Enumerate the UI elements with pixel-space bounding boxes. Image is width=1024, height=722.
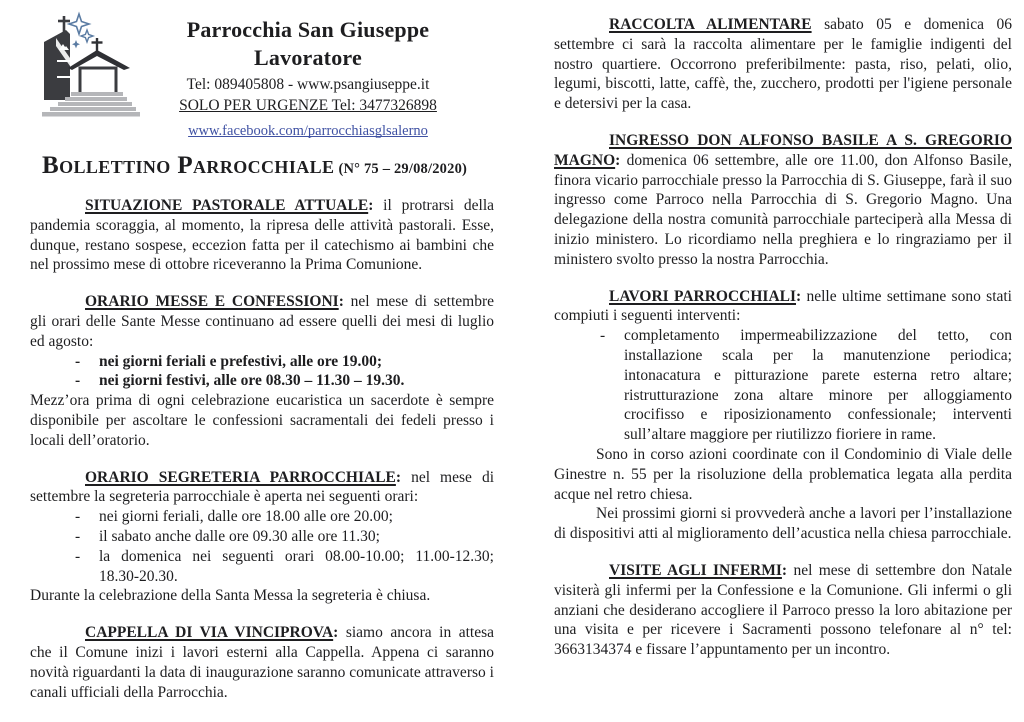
church-logo-icon (30, 8, 145, 120)
bulletin-issue-number: (N° 75 – 29/08/2020) (338, 161, 468, 177)
section-paragraph (554, 15, 1012, 114)
heading-separator: : (615, 151, 627, 169)
section-paragraph (554, 131, 1012, 270)
section-paragraph (30, 468, 494, 508)
right-column (554, 15, 1012, 660)
list-item-text: la domenica nei seguenti orari 08.00-10.00; 11.00-12.30; 18.30-20.30. (99, 547, 494, 585)
facebook-link[interactable]: www.facebook.com/parrocchiasglsalerno (188, 122, 428, 139)
heading-separator: : (781, 561, 794, 579)
section-text: domenica 06 settembre, alle ore 11.00, don Alfonso Basile, finora vicario parrocchiale presso la Parrocchia di S. Giuseppe, farà il suo ingresso come Parroco nella Parrocchia di S. Gregorio Magno. Una delegazione della nostra comunità parrocchiale parteciperà alla Messa di inizio ministero. Lo ricordiamo nella preghiera e lo ringraziamo per il ministero svolto presso la nostra Parrocchia. (554, 151, 1012, 268)
facebook-line (138, 121, 478, 141)
heading-separator: : (796, 287, 807, 305)
section-text: nel mese di settembre don Natale visiterà gli infermi per la Confessione e la Comunione. Gli infermi o gli anziani che desiderano accogliere il Parroco presso la loro abitazione per una visita e per ricevere i Sacramenti possono telefonare al n° tel: 3663134374 e fissare l’appuntamento per un incontro. (554, 561, 1012, 659)
section-paragraph (30, 292, 494, 351)
heading-separator: : (333, 624, 346, 642)
list-item (30, 352, 494, 372)
section-orario-messe (30, 292, 494, 450)
section-closing-text: Mezz’ora prima di ogni celebrazione eucaristica un sacerdote è sempre disponibile per ascoltare le confessioni sacramentali dei fedeli presso i locali dell’oratorio. (30, 392, 494, 449)
section-text: sabato 05 e domenica 06 settembre ci sarà la raccolta alimentare per le famiglie indigenti del nostro quartiere. Occorrono preferibilmente: pasta, riso, pelati, olio, legumi, biscotti, latte, caffè, the, zucchero, prodotti per l'igiene personale e detersivi per la casa. (554, 16, 1013, 113)
parish-name: Parrocchia San Giuseppe Lavoratore (186, 17, 430, 70)
heading-separator: : (338, 293, 351, 311)
heading-separator: : (395, 468, 412, 486)
section-closing-text: Durante la celebrazione della Santa Messa la segreteria è chiusa. (30, 587, 431, 605)
list-item-text: nei giorni festivi, alle ore 08.30 – 11.30 – 19.30. (99, 372, 405, 390)
section-text: nel mese di settembre la segreteria parrocchiale è aperta nei seguenti orari: (30, 468, 494, 506)
section-heading: VISITE AGLI INFERMI (609, 561, 782, 579)
bullet-dash: - (75, 547, 81, 565)
list-item-text: nei giorni feriali, dalle ore 18.00 alle ore 20.00; (99, 508, 393, 526)
section-heading: RACCOLTA ALIMENTARE (609, 16, 812, 33)
parish-contact-line: Tel: 089405808 - www.psangiuseppe.it (186, 76, 430, 93)
list-item (30, 371, 494, 391)
bullet-dash: - (75, 508, 81, 526)
logo-sparkles (69, 14, 93, 48)
heading-separator: : (368, 197, 384, 214)
section-paragraph (554, 287, 1012, 327)
section-lavori-parrocchiali (554, 287, 1012, 544)
bullet-dash: - (600, 327, 606, 345)
list-item-text: completamento impermeabilizzazione del tetto, con installazione scala per la manutenzione periodica; intonacatura e pitturazione parete esterna retro altare; ristrutturazione zona altare minore per alloggiamento crocifisso e riposizionamento confessionale; interventi sull’altare maggiore per riutilizzo fioriere in rame. (624, 327, 1012, 444)
header (138, 16, 478, 141)
section-heading: LAVORI PARROCCHIALI (609, 287, 797, 305)
section-visite-infermi (554, 561, 1012, 660)
parish-urgent-line: SOLO PER URGENZE Tel: 3477326898 (179, 97, 437, 115)
list-item-text: nei giorni feriali e prefestivi, alle ore 19.00; (99, 352, 383, 370)
list-item (30, 507, 494, 527)
section-paragraph (30, 623, 494, 702)
section-text: nel mese di settembre gli orari delle Sante Messe continuano ad essere quelli dei mesi di luglio ed agosto: (30, 293, 494, 350)
section-heading: INGRESSO DON ALFONSO BASILE A S. GREGORIO MAGNO (554, 131, 1012, 169)
left-column (30, 196, 494, 702)
list-item (30, 547, 494, 587)
section-heading: ORARIO SEGRETERIA PARROCCHIALE (85, 468, 396, 486)
section-heading: SITUAZIONE PASTORALE ATTUALE (85, 197, 369, 214)
list-item (554, 326, 1012, 445)
bulletin-title-text: Bollettino Parrocchiale (42, 152, 335, 179)
section-situazione-pastorale (30, 196, 494, 275)
section-text: nelle ultime settimane sono stati compiuti i seguenti interventi: (554, 287, 1012, 325)
section-heading: ORARIO MESSE E CONFESSIONI (85, 293, 339, 311)
heading-separator (812, 16, 825, 33)
section-text-paragraph: Nei prossimi giorni si provvederà anche a lavori per l’installazione di dispositivi atti al miglioramento dell’acustica nella chiesa parrocchiale. (554, 505, 1012, 543)
section-heading: CAPPELLA DI VIA VINCIPROVA (85, 624, 334, 642)
bullet-dash: - (75, 372, 81, 390)
parish-logo (30, 8, 145, 120)
section-text: il protrarsi della pandemia scoraggia, al momento, la ripresa delle attività pastorali. Esse, dunque, restano sospese, eccezion fatta per il catechismo ai bambini che nel prossimo mese di ottobre riceveranno la Prima Comunione. (30, 197, 495, 274)
logo-chapel (68, 38, 130, 94)
section-orario-segreteria (30, 468, 494, 607)
bullet-dash: - (75, 352, 81, 370)
list-item-text: il sabato anche dalle ore 09.30 alle ore 11.30; (99, 527, 380, 545)
section-cappella-vinciprova (30, 623, 494, 702)
section-text: siamo ancora in attesa che il Comune inizi i lavori esterni alla Cappella. Appena ci saranno novità riguardanti la data di inaugurazione saranno comunicate attraverso i canali ufficiali della Parrocchia. (30, 624, 494, 701)
list-item (30, 527, 494, 547)
section-paragraph (30, 196, 494, 275)
section-text-paragraph: Sono in corso azioni coordinate con il Condominio di Viale delle Ginestre n. 55 per la risoluzione della problematica legata alla perdita acque nel retro chiesa. (554, 445, 1012, 503)
bullet-dash: - (75, 527, 81, 545)
bulletin-title (42, 152, 467, 180)
section-raccolta-alimentare (554, 15, 1012, 114)
logo-tower (44, 16, 70, 100)
section-ingresso-don-alfonso (554, 131, 1012, 270)
section-paragraph (554, 561, 1012, 660)
